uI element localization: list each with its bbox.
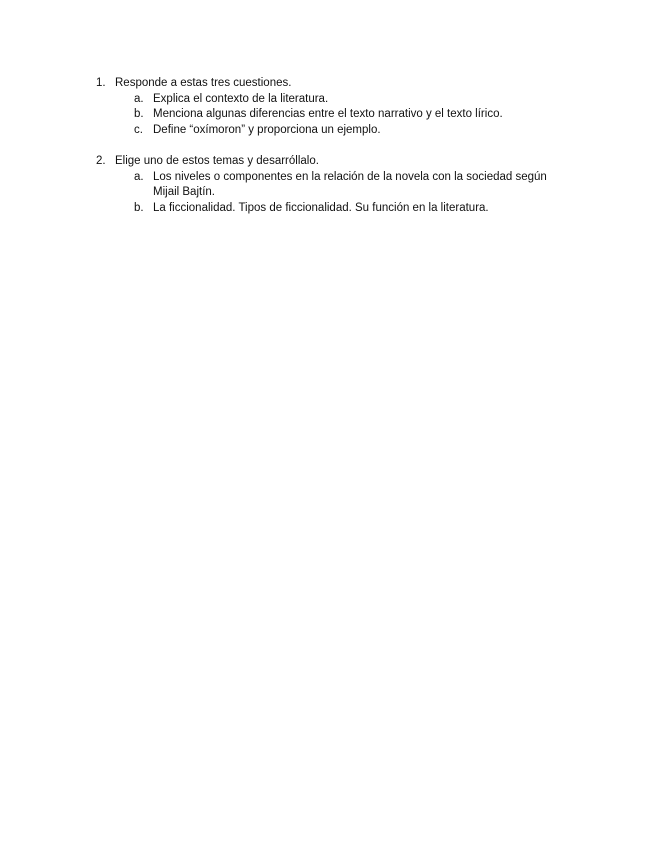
question-2 [96,154,566,216]
item-letter: c. [134,123,143,136]
question-2-items [134,170,566,217]
question-number: 1. [96,77,106,89]
list-item [134,107,566,123]
item-text: Explica el contexto de la literatura. [153,92,329,105]
item-text: Define “oxímoron” y proporciona un ejemplo. [153,123,381,136]
item-text: Menciona algunas diferencias entre el texto narrativo y el texto lírico. [153,108,503,120]
item-letter: a. [134,92,144,105]
list-item [134,201,566,217]
item-text: La ficcionalidad. Tipos de ficcionalidad. Su función en la literatura. [153,201,489,214]
question-2-header [96,154,566,170]
item-text: Los niveles o componentes en la relación de la novela con la sociedad según Mijail Bajtín. [153,170,547,198]
question-number: 2. [96,155,106,167]
list-item [134,170,566,201]
item-letter: b. [134,108,144,120]
list-item [134,92,566,108]
item-letter: b. [134,201,144,214]
question-1-items [134,92,566,139]
question-text: Responde a estas tres cuestiones. [115,77,292,89]
question-1 [96,76,566,138]
list-item [134,123,566,139]
question-text: Elige uno de estos temas y desarróllalo. [115,155,319,167]
item-letter: a. [134,170,144,183]
question-1-header [96,76,566,92]
